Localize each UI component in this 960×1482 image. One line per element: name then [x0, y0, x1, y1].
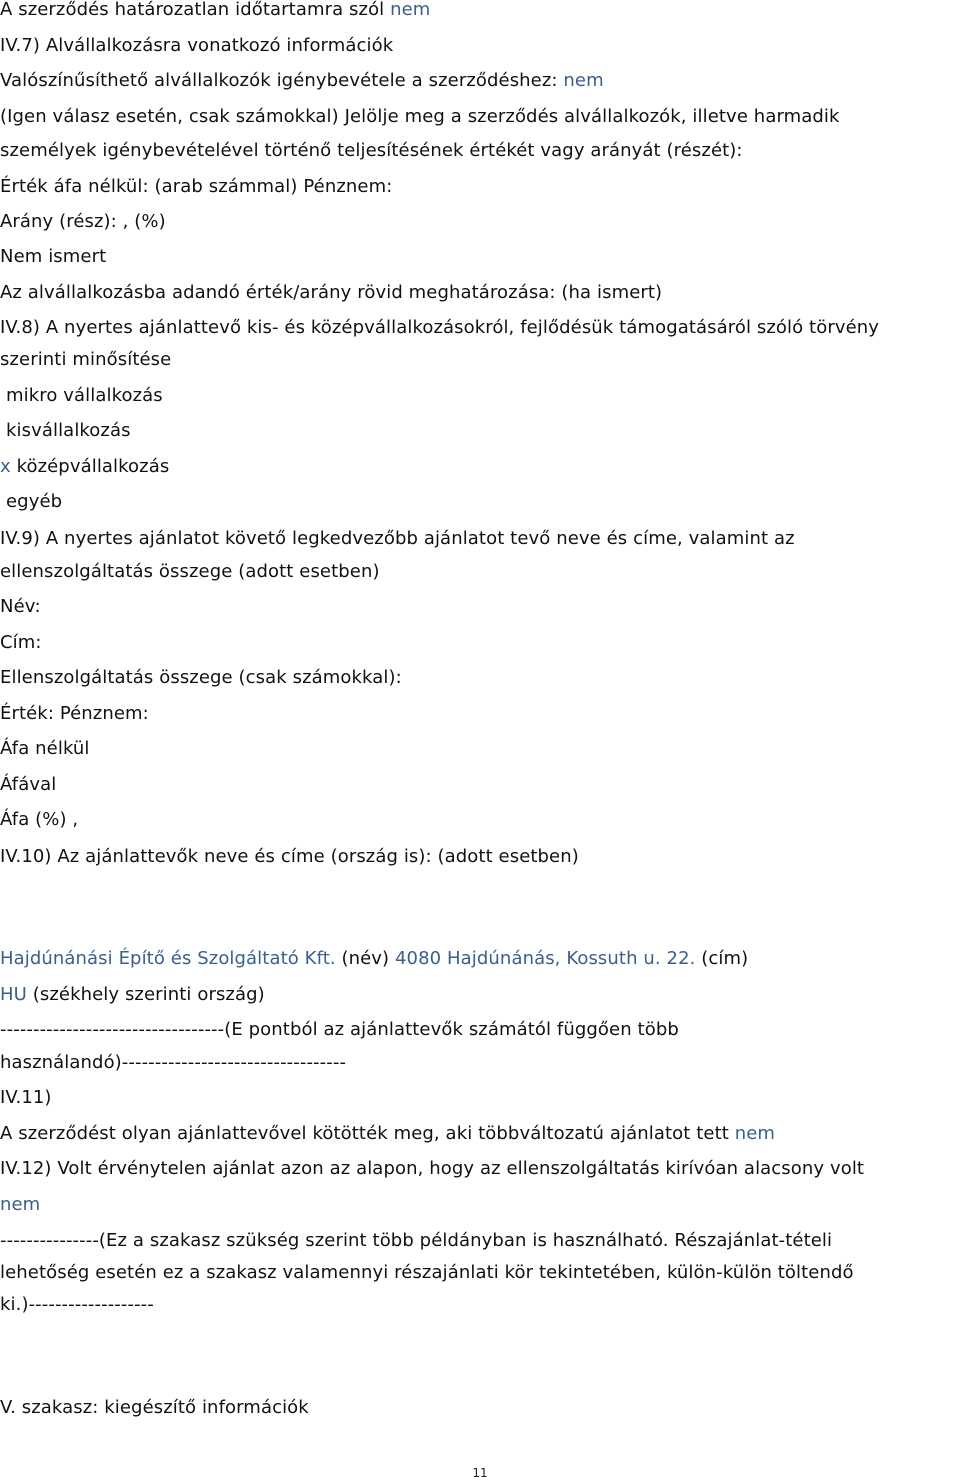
- subcontract-instruction-line-2: személyek igénybevételével történő teljesítésének értékét vagy arányát (részét):: [0, 140, 743, 161]
- repeat-note-line-1: ----------------------------------(E pontból az ajánlattevők számától függően több: [0, 1019, 679, 1040]
- medium-enterprise-label: középvállalkozás: [10, 456, 170, 477]
- contract-duration-value: nem: [390, 0, 431, 20]
- value-without-vat-line: Érték áfa nélkül: (arab számmal) Pénznem:: [0, 176, 393, 197]
- not-known-line: Nem ismert: [0, 246, 107, 267]
- section-iv7-heading: IV.7) Alvállalkozásra vonatkozó információk: [0, 35, 394, 56]
- contract-duration-text: A szerződés határozatlan időtartamra szól: [0, 0, 391, 20]
- consideration-amount-label: Ellenszolgáltatás összege (csak számokkal):: [0, 667, 402, 688]
- contract-duration-line: [0, 0, 430, 22]
- ratio-line: Arány (rész): , (%): [0, 211, 166, 232]
- bidder-country: HU: [0, 984, 27, 1005]
- without-vat-label: Áfa nélkül: [0, 738, 90, 759]
- bidder-address: 4080 Hajdúnánás, Kossuth u. 22.: [395, 948, 696, 969]
- subcontract-instruction-line-1: (Igen válasz esetén, csak számokkal) Jelölje meg a szerződés alvállalkozók, illetve harmadik: [0, 106, 840, 127]
- bidder-name-address-line: [0, 947, 748, 971]
- country-tag: (székhely szerinti ország): [26, 984, 265, 1005]
- subcontractor-line: [0, 69, 604, 93]
- value-currency-label: Érték: Pénznem:: [0, 703, 149, 724]
- variant-bid-value: nem: [734, 1123, 776, 1144]
- repeat-note-line-2: használandó)----------------------------------: [0, 1052, 347, 1073]
- section-iv8-heading-line-2: szerinti minősítése: [0, 349, 172, 370]
- subcontractor-value: nem: [563, 70, 604, 91]
- variant-bid-text: A szerződést olyan ajánlattevővel kötötték meg, aki többváltozatú ajánlatot tett: [0, 1123, 735, 1144]
- section-iv9-heading-line-2: ellenszolgáltatás összege (adott esetben): [0, 561, 380, 582]
- option-other: egyéb: [6, 491, 63, 512]
- option-small-enterprise: kisvállalkozás: [6, 420, 131, 441]
- abnormally-low-value: nem: [0, 1194, 41, 1215]
- selected-mark: x: [0, 456, 11, 477]
- name-tag: (név): [335, 948, 395, 969]
- section-note-line-1: ---------------(Ez a szakasz szükség szerint több példányban is használható. Részajánlat-tételi: [0, 1230, 833, 1251]
- vat-percent-label: Áfa (%) ,: [0, 809, 79, 830]
- address-label: Cím:: [0, 632, 42, 653]
- section-iv12-heading: IV.12) Volt érvénytelen ajánlat azon az alapon, hogy az ellenszolgáltatás kirívóan alacsony volt: [0, 1158, 865, 1179]
- section-note-line-2: lehetőség esetén ez a szakasz valamennyi részajánlati kör tekintetében, külön-külön töltendő: [0, 1262, 854, 1283]
- address-tag: (cím): [695, 948, 749, 969]
- section-v-heading: V. szakasz: kiegészítő információk: [0, 1397, 309, 1418]
- subcontract-description-line: Az alvállalkozásba adandó érték/arány rövid meghatározása: (ha ismert): [0, 282, 663, 303]
- bidder-country-line: [0, 983, 265, 1007]
- name-label: Név:: [0, 596, 41, 617]
- bidder-name: Hajdúnánási Építő és Szolgáltató Kft.: [0, 948, 336, 969]
- subcontractor-text: Valószínűsíthető alvállalkozók igénybevétele a szerződéshez:: [0, 70, 564, 91]
- with-vat-label: Áfával: [0, 774, 57, 795]
- section-iv8-heading-line-1: IV.8) A nyertes ajánlattevő kis- és középvállalkozásokról, fejlődésük támogatásáról szóló törvény: [0, 317, 880, 338]
- section-iv9-heading-line-1: IV.9) A nyertes ajánlatot követő legkedvezőbb ajánlatot tevő neve és címe, valamint az: [0, 528, 795, 549]
- option-micro-enterprise: mikro vállalkozás: [6, 385, 163, 406]
- page-number: 11: [472, 1466, 488, 1480]
- section-iv11-heading: IV.11): [0, 1087, 52, 1108]
- section-iv10-heading: IV.10) Az ajánlattevők neve és címe (ország is): (adott esetben): [0, 846, 579, 867]
- variant-bid-line: [0, 1122, 775, 1146]
- section-note-line-3: ki.)-------------------: [0, 1294, 154, 1315]
- option-medium-enterprise: [0, 455, 169, 479]
